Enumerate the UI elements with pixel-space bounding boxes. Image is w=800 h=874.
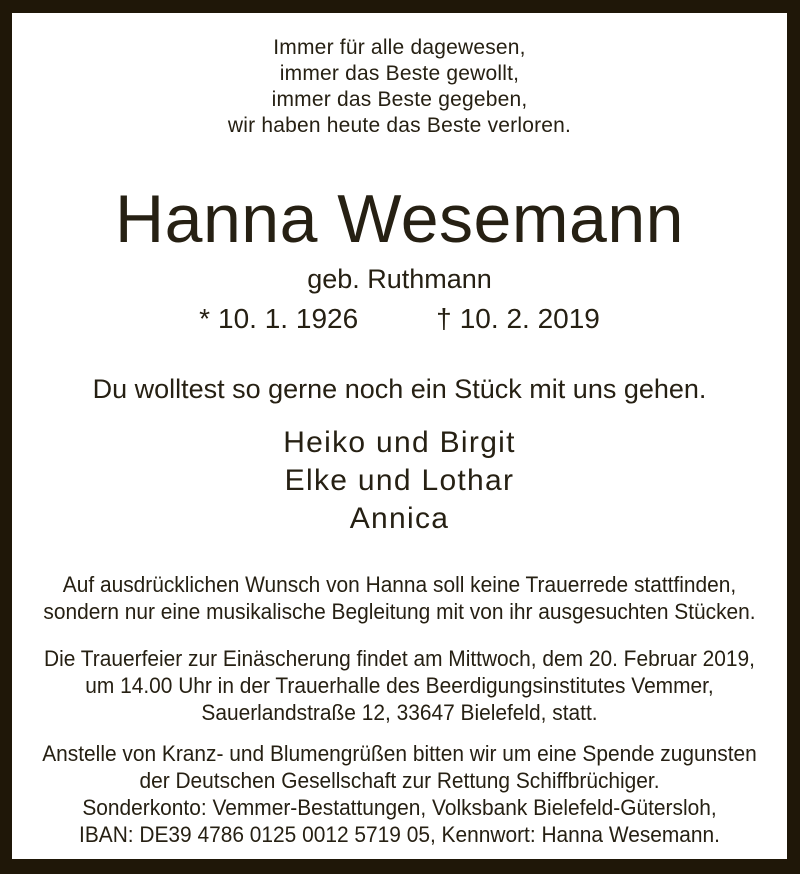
life-dates [12,302,787,336]
epigraph-line: Immer für alle dagewesen, [273,36,526,59]
wish-line: Auf ausdrücklichen Wunsch von Hanna soll keine Trauerrede stattfinden, [62,572,737,597]
donation-line: Anstelle von Kranz- und Blumengrüßen bitten wir um eine Spende zugunsten [42,741,757,766]
obituary-paper [12,13,787,859]
birth-date [199,302,358,336]
birth-star-symbol: * [199,303,211,334]
farewell-saying: Du wolltest so gerne noch ein Stück mit uns gehen. [92,374,707,404]
epigraph [12,35,787,139]
donation-paragraph [31,740,767,848]
maiden-name: geb. Ruthmann [307,264,492,294]
birth-date-text: 10. 1. 1926 [218,303,359,334]
funeral-line: Die Trauerfeier zur Einäscherung findet am Mittwoch, dem 20. Februar 2019, [44,646,755,671]
mourner-line: Elke und Lothar [284,464,515,497]
funeral-info-paragraph [31,645,767,726]
donation-line: IBAN: DE39 4786 0125 0012 5719 05, Kennwort: Hanna Wesemann. [79,822,720,847]
funeral-line: um 14.00 Uhr in der Trauerhalle des Beerdigungsinstitutes Vemmer, [85,673,714,698]
death-dagger-symbol: † [436,303,452,334]
death-date [436,302,600,336]
funeral-line: Sauerlandstraße 12, 33647 Bielefeld, statt. [201,700,598,725]
epigraph-line: immer das Beste gewollt, [279,62,520,85]
mourner-line: Annica [349,502,450,535]
mourner-line: Heiko und Birgit [283,426,516,459]
donation-line: Sonderkonto: Vemmer-Bestattungen, Volksbank Bielefeld-Gütersloh, [82,795,717,820]
death-date-text: 10. 2. 2019 [459,303,600,334]
deceased-name: Hanna Wesemann [115,181,684,257]
donation-line: der Deutschen Gesellschaft zur Rettung Schiffbrüchiger. [139,768,660,793]
mourners-list [12,424,787,538]
wish-paragraph [31,571,767,625]
epigraph-line: wir haben heute das Beste verloren. [227,114,572,137]
epigraph-line: immer das Beste gegeben, [271,88,528,111]
wish-line: sondern nur eine musikalische Begleitung mit von ihr ausgesuchten Stücken. [43,599,756,624]
